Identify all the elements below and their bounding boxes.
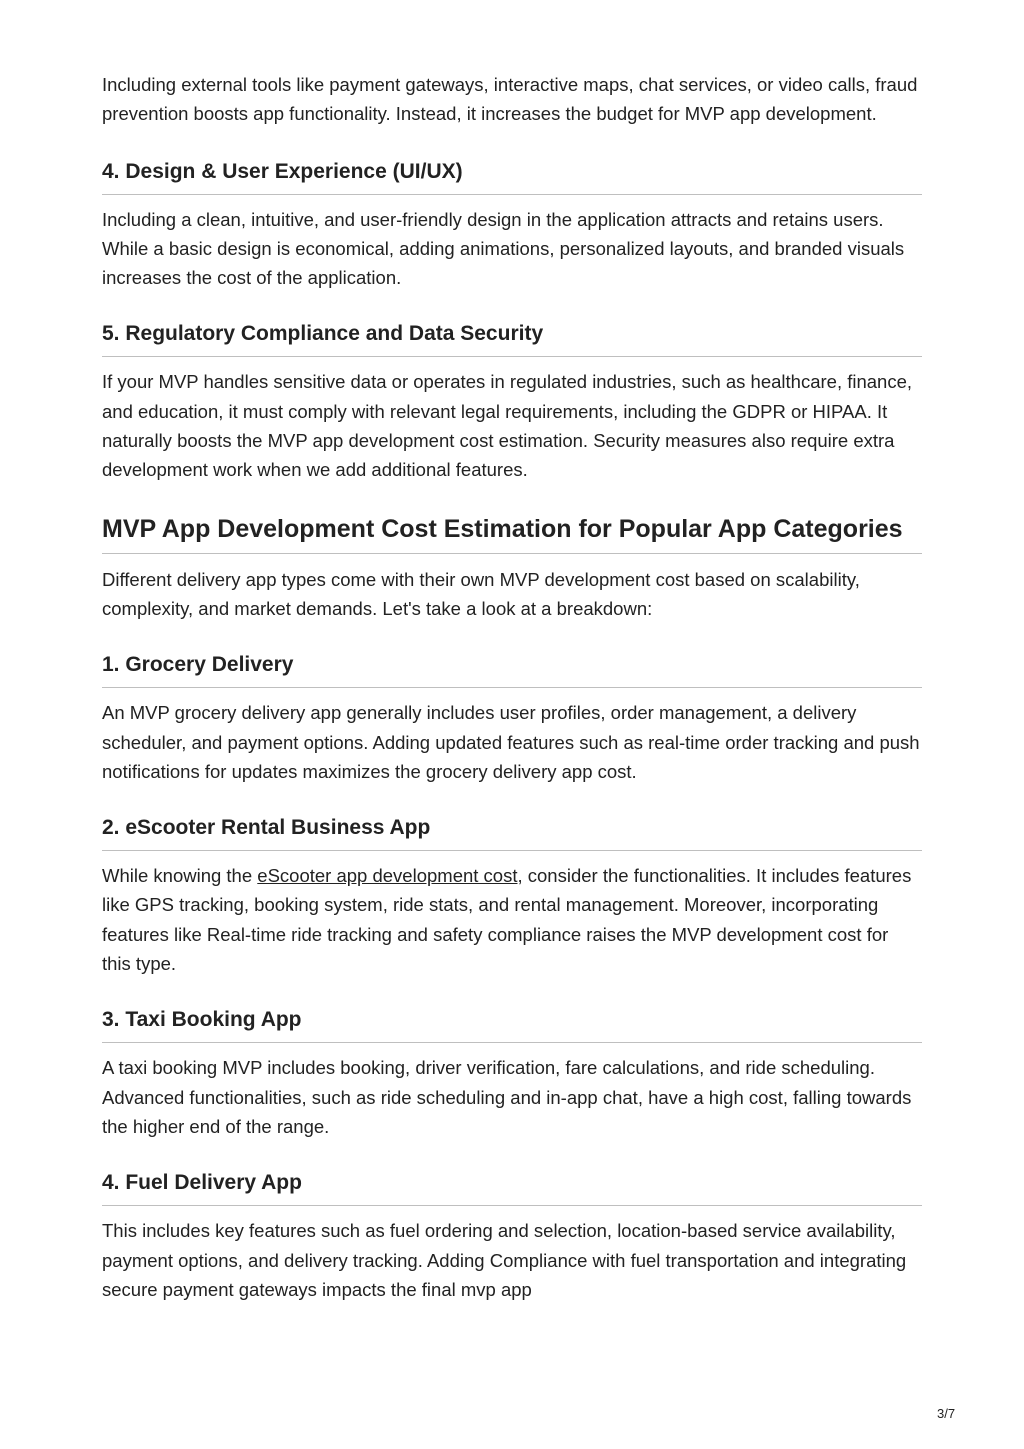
section-paragraph: A taxi booking MVP includes booking, driver verification, fare calculations, and ride scheduling. Advanced functionalities, such as ride scheduling and in-app chat, have a high cost, falling towards the higher end of the range. xyxy=(102,1057,912,1137)
intro-paragraph: Including external tools like payment gateways, interactive maps, chat services, or video calls, fraud prevention boosts app functionality. Instead, it increases the budget for MVP app development. xyxy=(102,74,918,125)
section-paragraph: This includes key features such as fuel ordering and selection, location-based service availability, payment options, and delivery tracking. Adding Compliance with fuel transportation and integrating secure payment gateways impacts the final mvp app xyxy=(102,1220,907,1300)
document-page xyxy=(102,70,922,1304)
main-heading: MVP App Development Cost Estimation for Popular App Categories xyxy=(102,513,922,554)
section-paragraph: If your MVP handles sensitive data or operates in regulated industries, such as healthcare, finance, and education, it must comply with relevant legal requirements, including the GDPR or HIPAA. It naturally boosts the MVP app development cost estimation. Security measures also require extra development work when we add additional features. xyxy=(102,371,913,481)
page-number: 3/7 xyxy=(937,1406,956,1421)
section-heading: 5. Regulatory Compliance and Data Security xyxy=(102,320,922,357)
section-design-ux xyxy=(102,158,922,293)
section-escooter-rental xyxy=(102,814,922,978)
section-heading: 4. Fuel Delivery App xyxy=(102,1169,922,1206)
section-heading: 1. Grocery Delivery xyxy=(102,651,922,688)
paragraph-text: While knowing the xyxy=(102,865,258,887)
section-paragraph xyxy=(102,861,922,978)
section-paragraph: Including a clean, intuitive, and user-friendly design in the application attracts and retains users. While a basic design is economical, adding animations, personalized layouts, and branded visuals increases the cost of the application. xyxy=(102,208,905,289)
section-fuel-delivery xyxy=(102,1169,922,1304)
paragraph-text: , consider the functionalities. It includes features like GPS tracking, booking system, ride stats, and rental management. Moreover, incorporating features like Real-time ride tracking and safety compliance raises the MVP development cost for this type. xyxy=(102,865,912,975)
section-heading: 4. Design & User Experience (UI/UX) xyxy=(102,158,922,195)
section-cost-by-category xyxy=(102,513,922,624)
section-grocery-delivery xyxy=(102,651,922,786)
section-taxi-booking xyxy=(102,1006,922,1141)
section-regulatory-compliance xyxy=(102,320,922,484)
section-paragraph: An MVP grocery delivery app generally includes user profiles, order management, a delivery scheduler, and payment options. Adding updated features such as real-time order tracking and push notifications for updates maximizes the grocery delivery app cost. xyxy=(102,702,920,782)
section-heading: 2. eScooter Rental Business App xyxy=(102,814,922,851)
section-heading: 3. Taxi Booking App xyxy=(102,1006,922,1043)
escooter-cost-link[interactable]: eScooter app development cost xyxy=(257,865,518,887)
main-intro-paragraph: Different delivery app types come with their own MVP development cost based on scalability, complexity, and market demands. Let's take a look at a breakdown: xyxy=(102,568,860,619)
